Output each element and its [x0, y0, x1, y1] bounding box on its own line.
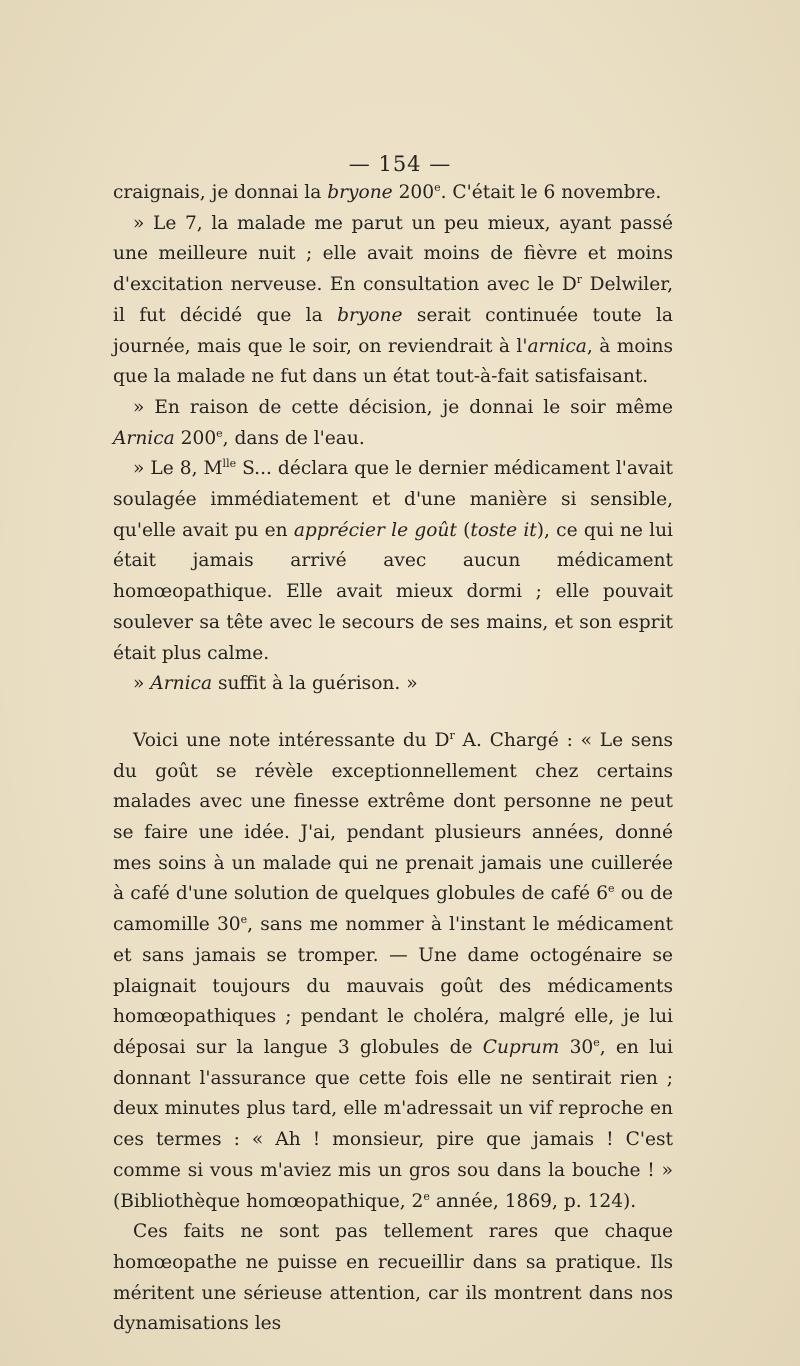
text-run: craignais, je donnai la — [113, 182, 328, 203]
text-run: ou de camomille 30 — [113, 883, 673, 936]
superscript: e — [434, 181, 441, 194]
italic-text: apprécier le goût — [293, 519, 457, 541]
text-run: » Le 8, M — [133, 458, 223, 480]
text-run: Delwiler, il fut décidé que la — [113, 274, 673, 326]
text-run: suffit à la guérison. » — [212, 673, 418, 695]
italic-text: Arnica — [113, 427, 175, 449]
superscript: e — [240, 913, 248, 927]
text-run: S... déclara que le dernier médicament l'avait soulagée immédiatement et d'une manière si sensible, qu'elle avait pu en — [113, 458, 673, 541]
paragraph — [113, 209, 673, 393]
text-run: Voici une note intéressante du D — [133, 729, 450, 751]
text-run: 30 — [559, 1036, 594, 1058]
text-run: 200 — [392, 182, 435, 203]
paragraph — [113, 726, 673, 1217]
paragraph — [113, 454, 673, 669]
text-run: ( — [456, 519, 471, 541]
italic-text: Arnica — [150, 673, 213, 695]
text-run: » — [133, 673, 151, 695]
text-run: » Le 7, la malade me parut un peu mieux, ayant passé une meilleure nuit ; elle avait moins de fièvre et moins d'excitation nerveuse. En consultation avec le D — [113, 212, 673, 296]
text-run: , sans me nommer à l'instant le médicament et sans jamais se tromper. — Une dame octogénaire se plaignait toujours du mauvais goût des médicaments homœopathiques ; pendant le choléra, malgré elle, je lui déposai sur la langue 3 globules de — [113, 914, 673, 1058]
text-run: , dans de l'eau. — [222, 427, 365, 449]
paragraph — [113, 669, 673, 700]
text-run: serait continuée toute la journée, mais que le soir, on reviendrait à l' — [113, 304, 673, 357]
text-run: A. Chargé : « Le sens du goût se révèle exceptionnellement chez certains malades avec une finesse extrême dont personne ne peut se faire une idée. J'ai, pendant plusieurs années, donné mes soins à un malade qui ne prenait jamais une cuillerée à café d'une solution de quelques globules de café 6 — [113, 729, 674, 905]
paragraph — [113, 1217, 673, 1340]
superscript: e — [608, 882, 615, 896]
superscript: e — [423, 1189, 430, 1203]
italic-text: arnica — [527, 335, 587, 357]
italic-text: bryone — [327, 182, 393, 203]
body-text — [113, 178, 673, 1340]
italic-text: toste it — [470, 519, 537, 541]
text-run: , à moins que la malade ne fut dans un état tout-à-fait satisfaisant. — [113, 335, 673, 388]
text-run: ), ce qui ne lui était jamais arrivé avec aucun médicament homœopathique. Elle avait mieux dormi ; elle pouvait soulever sa tête avec le secours de ses mains, et son esprit était plus calme. — [113, 519, 673, 664]
paragraph — [113, 393, 673, 454]
text-run: , en lui donnant l'assurance que cette fois elle ne sentirait rien ; deux minutes plus tard, elle m'adressait un vif reproche en ces termes : « Ah ! monsieur, pire que jamais ! C'est comme si vous m'aviez mis un gros sou dans la bouche ! » (Bibliothèque homœopathique, 2 — [113, 1036, 673, 1212]
text-run: . C'était le 6 novembre. — [440, 182, 662, 203]
text-run: 200 — [174, 427, 217, 449]
text-run: » En raison de cette décision, je donnai le soir même — [133, 396, 673, 418]
superscript: e — [593, 1035, 600, 1049]
italic-text: Cuprum — [482, 1036, 560, 1058]
superscript: lle — [222, 457, 237, 471]
text-run: Ces faits ne sont pas tellement rares que chaque homœopathe ne puisse en recueillir dans sa pratique. Ils méritent une sérieuse attention, car ils montrent dans nos dynamisations les — [113, 1221, 673, 1335]
italic-text: bryone — [337, 304, 403, 326]
text-run: année, 1869, p. 124). — [429, 1190, 637, 1212]
paragraph — [113, 178, 673, 209]
superscript: r — [449, 728, 455, 742]
page-number: — 154 — — [348, 152, 452, 176]
superscript: e — [216, 426, 223, 440]
superscript: r — [576, 273, 583, 287]
